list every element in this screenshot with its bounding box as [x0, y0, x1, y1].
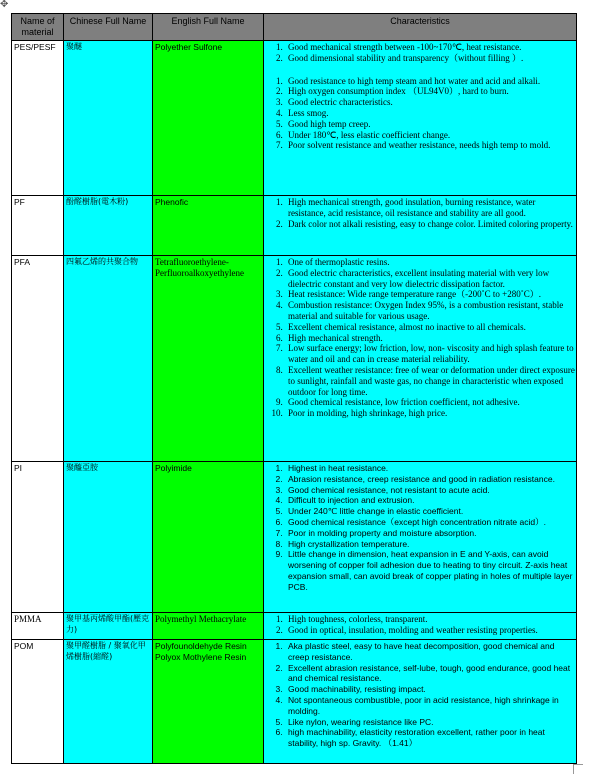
characteristics-cell — [264, 256, 577, 462]
characteristics-cell — [264, 196, 577, 256]
material-name: POM — [12, 640, 64, 764]
chinese-name: 聚醯亞胺 — [64, 462, 153, 613]
list-item: 9. Little change in dimension, heat expansion in E and Y-axis, can avoid worsening of copper foil adhesion due to heating to tiny circuit. Z-axis heat expansion small, can avoid break of copper plating in holes of multiple layer PCB. — [285, 549, 575, 592]
list-item: 1. Good resistance to high temp steam and hot water and acid and alkali. — [285, 76, 575, 87]
chinese-name: 聚甲基丙烯酸甲酯(壓克力) — [64, 613, 153, 640]
header-characteristics: Characteristics — [264, 14, 577, 41]
characteristics-cell — [264, 41, 577, 196]
chinese-name: 聚甲醛樹脂 / 聚氧化甲烯樹脂(縮醛) — [64, 640, 153, 764]
list-item: 1. Aka plastic steel, easy to have heat decomposition, good chemical and creep resistance. — [285, 641, 575, 663]
list-item: 2. Dark color not alkali resisting, easy to change color. Limited coloring property. — [285, 219, 575, 230]
chinese-name: 酚醛樹脂(電木粉) — [64, 196, 153, 256]
list-item: 5. Excellent chemical resistance, almost no inactive to all chemicals. — [285, 322, 575, 333]
list-item: 7. Poor in molding property and moisture absorption. — [285, 528, 575, 539]
materials-table — [11, 13, 577, 764]
list-item: 6. Under 180℃, less elastic coefficient change. — [285, 130, 575, 141]
list-item: 4. Less smog. — [285, 108, 575, 119]
table-move-handle-icon[interactable]: ✥ — [0, 0, 9, 10]
list-item: 1. Good mechanical strength between -100~170℃, heat resistance. — [285, 42, 575, 53]
table-row — [12, 613, 577, 640]
table-row — [12, 256, 577, 462]
table-row — [12, 196, 577, 256]
list-item: 6. Good chemical resistance（except high concentration nitrate acid）. — [285, 517, 575, 528]
list-item: 8. High crystallization temperature. — [285, 539, 575, 550]
chinese-name: 聚醚 — [64, 41, 153, 196]
list-item: 2. Good in optical, insulation, molding and weather resisting properties. — [285, 625, 575, 636]
material-name: PF — [12, 196, 64, 256]
list-item: 3. Good machinability, resisting impact. — [285, 684, 575, 695]
header-english: English Full Name — [153, 14, 264, 41]
list-item: 2. High oxygen consumption index （UL94V0）, hard to burn. — [285, 86, 575, 97]
characteristics-cell — [264, 613, 577, 640]
list-item: 7. Poor solvent resistance and weather resistance, needs high temp to mold. — [285, 140, 575, 151]
characteristics-cell — [264, 640, 577, 764]
header-row — [12, 14, 577, 41]
list-item: 6. high machinability, elasticity restoration excellent, rather poor in heat stability, high sp. Gravity. （1.41） — [285, 727, 575, 749]
list-item: 10. Poor in molding, high shrinkage, high price. — [285, 408, 575, 419]
english-name: Polyether Sulfone — [153, 41, 264, 196]
chinese-name: 四氟乙烯的共聚合物 — [64, 256, 153, 462]
english-name: Polymethyl Methacrylate — [153, 613, 264, 640]
list-item: 3. Heat resistance: Wide range temperature range（-200˚C to +280˚C）. — [285, 289, 575, 300]
list-item: 3. Good electric characteristics. — [285, 97, 575, 108]
list-item: 2. Abrasion resistance, creep resistance and good in radiation resistance. — [285, 474, 575, 485]
page-corner-mark — [573, 764, 583, 774]
list-item: 5. Good high temp creep. — [285, 119, 575, 130]
english-name: Polyfounoldehyde Resin Polyox Mothylene Resin — [153, 640, 264, 764]
table-row — [12, 462, 577, 613]
list-item: 1. High mechanical strength, good insulation, burning resistance, water resistance, acid resistance, oil resistance and stability are all good. — [285, 197, 575, 219]
list-item: 9. Good chemical resistance, low friction coefficient, not adhesive. — [285, 397, 575, 408]
list-item: 2. Good dimensional stability and transparency（without filling ）. — [285, 53, 575, 64]
list-item: 5. Under 240℃ little change in elastic coefficient. — [285, 506, 575, 517]
list-item: 4. Not spontaneous combustible, poor in acid resistance, high shrinkage in molding. — [285, 695, 575, 717]
header-name: Name of material — [12, 14, 64, 41]
material-name: PES/PESF — [12, 41, 64, 196]
material-name: PMMA — [12, 613, 64, 640]
english-name: Tetrafluoroethylene-Perfluoroalkoxyethylene — [153, 256, 264, 462]
table-row — [12, 640, 577, 764]
list-item: 4. Combustion resistance: Oxygen Index 95%, is a combustion resistant, stable material and suitable for various usage. — [285, 300, 575, 322]
material-name: PI — [12, 462, 64, 613]
list-item: 8. Excellent weather resistance: free of wear or deformation under direct exposure to sunlight, rainfall and waste gas, no change in characteristic when exposed outdoor for long time. — [285, 365, 575, 397]
list-item: 2. Good electric characteristics, excellent insulating material with very low dielectric constant and very low dielectric dissipation factor. — [285, 268, 575, 290]
list-item: 6. High mechanical strength. — [285, 333, 575, 344]
list-item: 5. Like nylon, wearing resistance like PC. — [285, 717, 575, 728]
english-name: Polyimide — [153, 462, 264, 613]
list-item: 1. High toughness, colorless, transparent. — [285, 614, 575, 625]
list-item: 4. Difficult to injection and extrusion. — [285, 495, 575, 506]
characteristics-cell — [264, 462, 577, 613]
table-row — [12, 41, 577, 196]
material-name: PFA — [12, 256, 64, 462]
list-item: 1. One of thermoplastic resins. — [285, 257, 575, 268]
list-item: 3. Good chemical resistance, not resistant to acute acid. — [285, 485, 575, 496]
list-item: 2. Excellent abrasion resistance, self-lube, tough, good endurance, good heat and chemical resistance. — [285, 663, 575, 685]
list-item: 1. Highest in heat resistance. — [285, 463, 575, 474]
header-chinese: Chinese Full Name — [64, 14, 153, 41]
english-name: Phenofic — [153, 196, 264, 256]
list-item: 7. Low surface energy; low friction, low, non- viscosity and high splash feature to water and oil and can in crease material reliability. — [285, 343, 575, 365]
